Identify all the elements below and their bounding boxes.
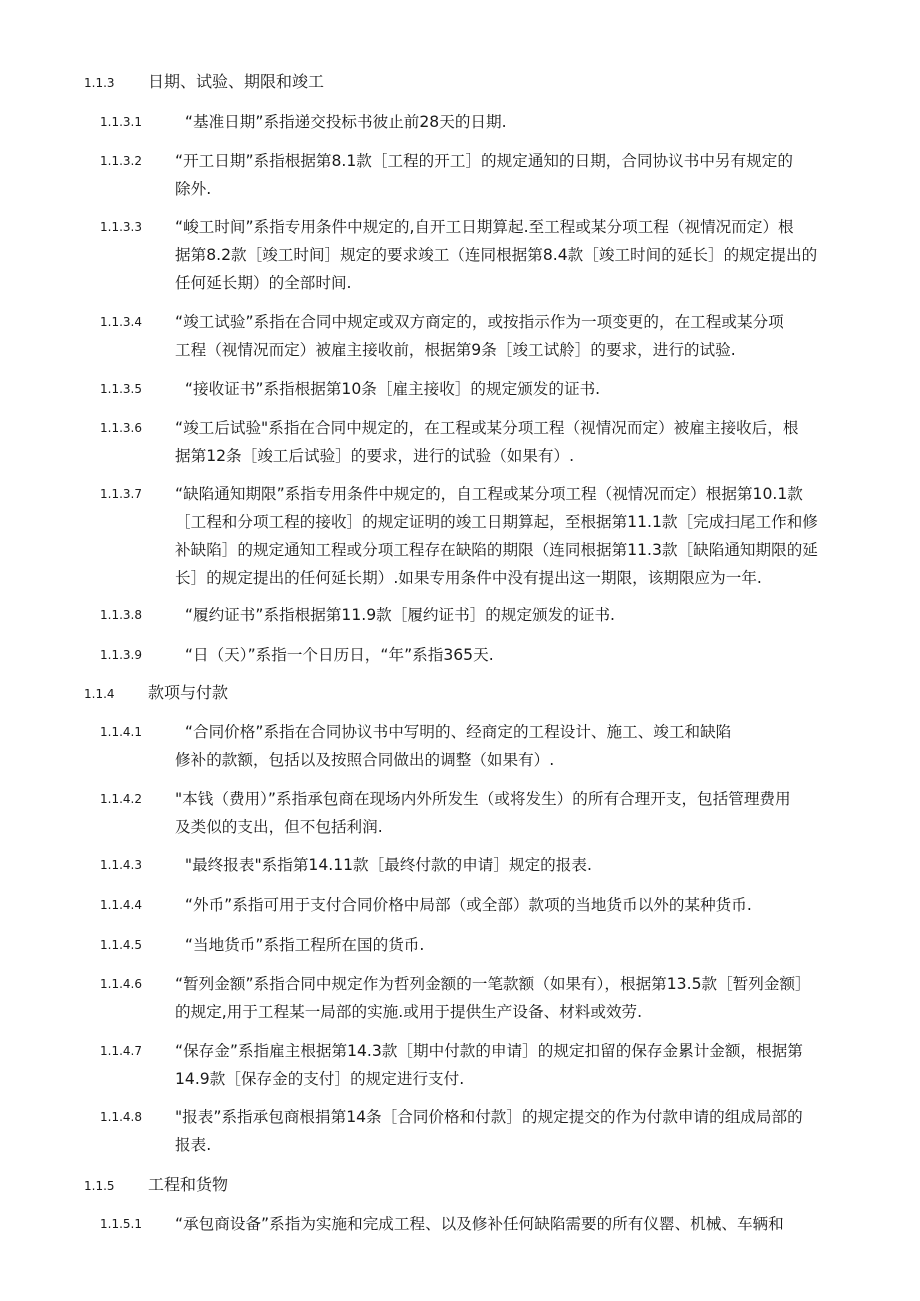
clause-number: 1.1.3.9 [100, 648, 142, 662]
clause-text [175, 108, 870, 136]
text-line: 修补的款额，包括以及按照合同做出的调整（如果有）. [175, 751, 555, 769]
clause-number: 1.1.3.8 [100, 608, 142, 622]
text-line: 补缺陷］的规定通知工程或分项工程存在缺陷的期限（连同根据第11.3款［缺陷通知期限的延 [175, 541, 818, 559]
clause-text [175, 718, 870, 774]
text-line: “缺陷通知期限”系指专用条件中规定的，自工程或某分项工程（视情况而定）根据第10.1款 [175, 485, 803, 503]
clause-text [175, 1210, 870, 1238]
clause-item [100, 213, 870, 297]
section-heading [84, 68, 324, 97]
clause-number: 1.1.3.4 [100, 315, 142, 329]
clause-item [100, 851, 870, 879]
section-title [148, 683, 228, 702]
clause-item [100, 970, 870, 1026]
clause-text [175, 641, 870, 669]
text-line: "报表”系指承包商根捐第14条［合同价格和付款］的规定提交的作为付款申请的组成局部的 [175, 1108, 803, 1126]
clause-item [100, 308, 870, 364]
clause-text [175, 851, 870, 879]
clause-number: 1.1.4.3 [100, 858, 142, 872]
text-line: “竣工试验”系指在合同中规定或双方商定的，或按指示作为一项变更的，在工程或某分项 [175, 313, 784, 331]
clause-number: 1.1.3.5 [100, 382, 142, 396]
text-line: “基准日期”系指递交投标书彼止前28天的日期. [175, 113, 507, 131]
text-line: "最终报表"系指第14.11款［最终付款的申请］规定的报表. [175, 856, 592, 874]
clause-item [100, 108, 870, 136]
text-line: "本钱（费用）”系指承包商在现场内外所发生（或将发生）的所有合理开支，包括管理费用 [175, 790, 791, 808]
clause-item [100, 1037, 870, 1093]
text-line: “接收证书”系指根据第10条［雇主接收］的规定颁发的证书. [175, 380, 601, 398]
text-line: 日期、试验、期限和竣工 [148, 72, 325, 91]
section-heading [84, 1171, 228, 1200]
clause-number: 1.1.4.7 [100, 1044, 142, 1058]
clause-number: 1.1.4 [84, 687, 115, 701]
clause-number: 1.1.4.1 [100, 725, 142, 739]
text-line: 及类似的支出，但不包括利润. [175, 818, 383, 836]
clause-text [175, 785, 870, 841]
clause-number: 1.1.4.8 [100, 1110, 142, 1124]
clause-text [175, 308, 870, 364]
clause-item [100, 891, 870, 919]
clause-number: 1.1.4.6 [100, 977, 142, 991]
text-line: “峻工时间”系指专用条件中规定的,自开工日期算起.至工程或某分项工程（视情况而定）根 [175, 218, 794, 236]
clause-item [100, 375, 870, 403]
text-line: “外币”系指可用于支付合同价格中局部（或全部）款项的当地货币以外的某种货币. [175, 896, 752, 914]
clause-text [175, 480, 870, 592]
text-line: 据第12条［竣工后试验］的要求，进行的试验（如果有）. [175, 447, 575, 465]
section-title [148, 72, 324, 91]
text-line: “开工日期”系指根据第8.1款［工程的开工］的规定通知的日期，合同协议书中另有规定的 [175, 152, 793, 170]
clause-text [175, 931, 870, 959]
clause-text [175, 891, 870, 919]
clause-item [100, 601, 870, 629]
text-line: 14.9款［保存金的支付］的规定进行支付. [175, 1070, 465, 1088]
clause-text [175, 414, 870, 470]
text-line: 任何延长期）的全部时间. [175, 274, 352, 292]
section-title [148, 1175, 228, 1194]
text-line: 款项与付款 [148, 683, 229, 702]
clause-number: 1.1.3.3 [100, 220, 142, 234]
clause-number: 1.1.4.2 [100, 792, 142, 806]
clause-item [100, 147, 870, 203]
clause-number: 1.1.5 [84, 1179, 115, 1193]
text-line: 工程（视情况而定）被雇主接收前，根据第9条［竣工试舲］的要求，进行的试验. [175, 341, 736, 359]
text-line: “日（天）”系指一个日历日，“年”系指365天. [175, 646, 494, 664]
text-line: 除外. [175, 180, 212, 198]
clause-number: 1.1.3.6 [100, 421, 142, 435]
clause-number: 1.1.4.4 [100, 898, 142, 912]
text-line: 据第8.2款［竣工时间］规定的要求竣工（连同根据第8.4款［竣工时间的延长］的规定提出的 [175, 246, 818, 264]
text-line: “合同价格”系指在合同协议书中写明的、经商定的工程设计、施工、竣工和缺陷 [175, 723, 732, 741]
clause-item [100, 480, 870, 592]
text-line: “保存金”系指雇主根据第14.3款［期中付款的申请］的规定扣留的保存金累计金额，根据第 [175, 1042, 803, 1060]
clause-number: 1.1.3.1 [100, 115, 142, 129]
text-line: ［工程和分项工程的接收］的规定证明的竣工日期算起，至根据第11.1款［完成扫尾工作和修 [175, 513, 818, 531]
text-line: “暂列金额”系指合同中规定作为哲列金额的一笔款额（如果有），根据第13.5款［暂列金额］ [175, 975, 811, 993]
clause-text [175, 213, 870, 297]
text-line: “履约证书”系指根据第11.9款［履约证书］的规定颁发的证书. [175, 606, 615, 624]
clause-text [175, 970, 870, 1026]
text-line: 报表. [175, 1136, 212, 1154]
text-line: 长］的规定提出的任何延长期）.如果专用条件中没有提出这一期限，该期限应为一年. [175, 569, 762, 587]
text-line: “承包商设备”系指为实施和完成工程、以及修补任何缺陷需要的所有仪罂、机械、车辆和 [175, 1215, 784, 1233]
clause-text [175, 375, 870, 403]
clause-item [100, 1103, 870, 1159]
clause-item [100, 641, 870, 669]
text-line: “竣工后试验"系指在合同中规定的，在工程或某分项工程（视情况而定）被雇主接收后，根 [175, 419, 799, 437]
clause-number: 1.1.4.5 [100, 938, 142, 952]
text-line: 工程和货物 [148, 1175, 229, 1194]
clause-number: 1.1.3.2 [100, 154, 142, 168]
clause-number: 1.1.5.1 [100, 1217, 142, 1231]
clause-text [175, 147, 870, 203]
clause-item [100, 1210, 870, 1238]
clause-text [175, 601, 870, 629]
clause-item [100, 785, 870, 841]
clause-item [100, 718, 870, 774]
clause-item [100, 931, 870, 959]
section-heading [84, 679, 228, 708]
text-line: 的规定,用于工程某一局部的实施.或用于提供生产设备、材料或效劳. [175, 1003, 643, 1021]
text-line: “当地货币”系指工程所在国的货币. [175, 936, 425, 954]
clause-item [100, 414, 870, 470]
clause-number: 1.1.3.7 [100, 487, 142, 501]
clause-text [175, 1037, 870, 1093]
clause-number: 1.1.3 [84, 76, 115, 90]
clause-text [175, 1103, 870, 1159]
